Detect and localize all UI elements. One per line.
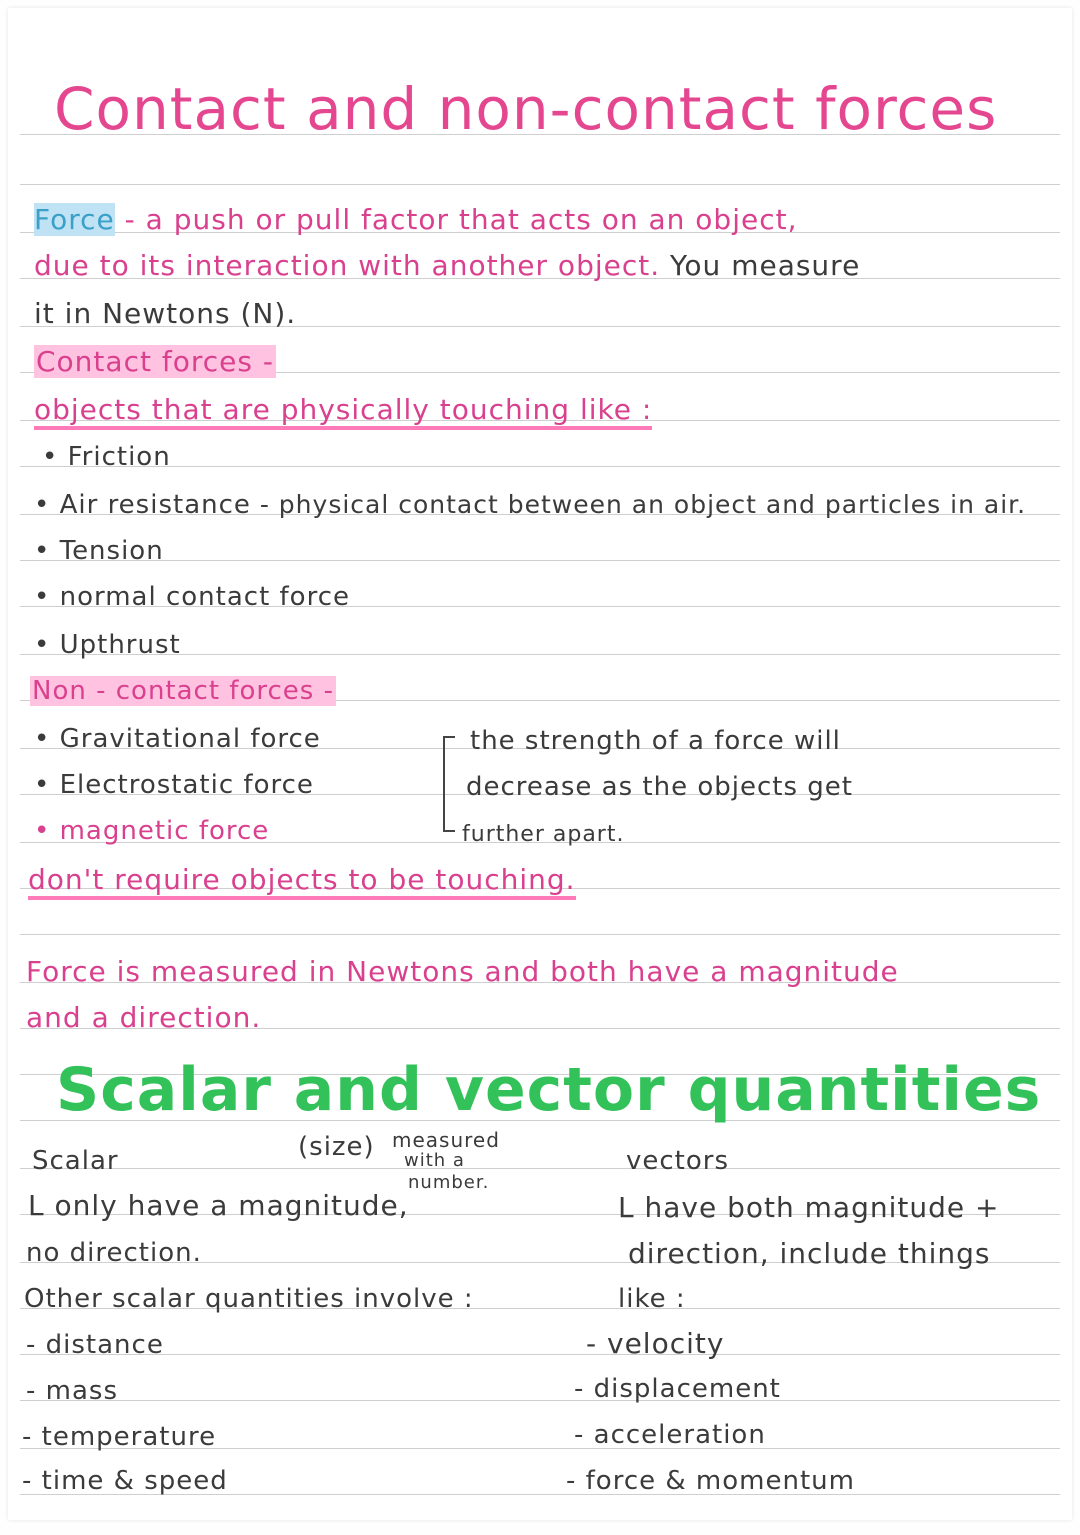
definition-line-1 (34, 203, 798, 236)
bracket-note-3: further apart. (462, 822, 625, 847)
vector-item-velocity: - velocity (586, 1327, 725, 1360)
definition-line-2 (34, 249, 861, 282)
contact-item-normal: • normal contact force (34, 582, 350, 612)
air-resistance-label: • Air resistance (34, 490, 251, 520)
scalar-item-time-speed: - time & speed (22, 1466, 228, 1496)
scalar-line-1: L only have a magnitude, (28, 1189, 409, 1222)
contact-heading-text: Contact forces - (36, 345, 274, 378)
scalar-size-note: (size) (298, 1132, 375, 1162)
noncontact-item-gravitational: • Gravitational force (34, 724, 321, 754)
scalar-item-mass: - mass (26, 1376, 118, 1406)
noncontact-heading (30, 678, 336, 704)
scalar-heading: Scalar (32, 1146, 119, 1176)
force-term: Force (34, 203, 115, 236)
scalar-measured-note-2: with a (404, 1150, 465, 1171)
scalar-measured-note-1: measured (392, 1128, 500, 1152)
definition-rest: - a push or pull factor that acts on an object, (114, 203, 798, 236)
contact-item-air-resistance (34, 492, 1026, 518)
bracket-mark (443, 736, 455, 832)
noncontact-item-electrostatic: • Electrostatic force (34, 770, 314, 800)
scalar-line-2: no direction. (26, 1238, 202, 1268)
scalar-other: Other scalar quantities involve : (24, 1284, 474, 1314)
vector-line-1: L have both magnitude + (618, 1191, 1000, 1224)
definition-line-3: it in Newtons (N). (34, 297, 297, 330)
vector-item-displacement: - displacement (574, 1374, 781, 1404)
contact-intro (34, 393, 653, 426)
notes-page (8, 8, 1072, 1520)
air-resistance-note: - physical contact between an object and particles in air. (250, 490, 1027, 519)
vector-heading: vectors (626, 1146, 730, 1176)
vector-item-acceleration: - acceleration (574, 1420, 766, 1450)
vector-item-force-momentum: - force & momentum (566, 1466, 855, 1496)
contact-item-upthrust: • Upthrust (34, 630, 181, 660)
contact-item-friction: • Friction (42, 442, 171, 472)
newtons-note-1: Force is measured in Newtons and both have a magnitude (26, 955, 899, 988)
scalar-item-distance: - distance (26, 1330, 164, 1360)
vector-line-3: like : (618, 1284, 686, 1314)
noncontact-item-magnetic: • magnetic force (34, 816, 270, 846)
noncontact-footer-text: don't require objects to be touching. (28, 863, 576, 900)
noncontact-footer (28, 863, 576, 896)
page-title: Contact and non-contact forces (54, 75, 998, 143)
definition-line-2-text: due to its interaction with another object. (34, 249, 661, 282)
bracket-note-2: decrease as the objects get (466, 772, 853, 802)
scalar-item-temperature: - temperature (22, 1422, 217, 1452)
vector-line-2: direction, include things (628, 1237, 991, 1270)
noncontact-heading-text: Non - contact forces - (32, 676, 334, 706)
definition-line-2-extra: You measure (660, 249, 861, 282)
bracket-note-1: the strength of a force will (470, 726, 841, 756)
newtons-note-2: and a direction. (26, 1001, 262, 1034)
contact-item-tension: • Tension (34, 536, 164, 566)
scalar-measured-note-3: number. (408, 1172, 490, 1193)
contact-heading (34, 345, 276, 378)
section-title-scalar-vector: Scalar and vector quantities (56, 1055, 1042, 1125)
contact-intro-text: objects that are physically touching like : (34, 393, 652, 430)
